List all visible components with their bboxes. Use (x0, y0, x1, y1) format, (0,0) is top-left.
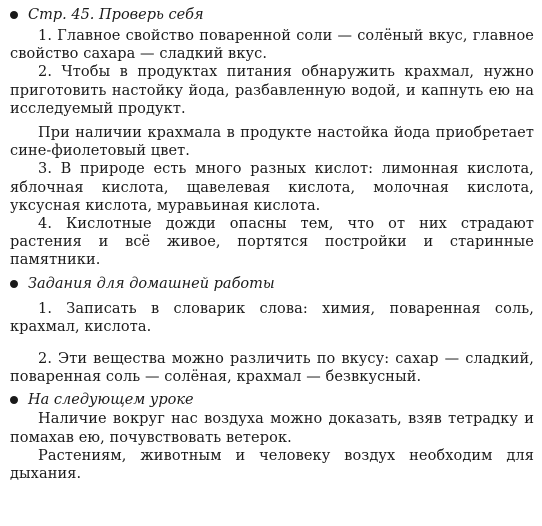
paragraph: 1. Записать в словарик слова: химия, поваренная соль, крахмал, кислота. (10, 300, 534, 335)
paragraph: 2. Чтобы в продуктах питания обнаружить крахмал, нужно приготовить настойку йода, разбавленную водой, и капнуть ею на исследуемый продукт. (10, 64, 534, 117)
section-heading-check-yourself (10, 5, 534, 25)
paragraph: Наличие вокруг нас воздуха можно доказать, взяв тетрадку и помахав ею, почувствовать ветерок. (10, 411, 534, 446)
document-page (10, 5, 534, 483)
bullet-icon (10, 11, 18, 19)
section-heading-text: На следующем уроке (28, 392, 194, 409)
section-heading-homework (10, 274, 534, 294)
bullet-icon (10, 396, 18, 404)
bullet-icon (10, 280, 18, 288)
paragraph: 4. Кислотные дожди опасны тем, что от них страдают растения и всё живое, портятся постройки и старинные памятники. (10, 216, 534, 269)
paragraph: При наличии крахмала в продукте настойка йода приобретает сине-фиолетовый цвет. (10, 125, 534, 160)
section-heading-text: Стр. 45. Проверь себя (28, 7, 204, 23)
paragraph: 3. В природе есть много разных кислот: лимонная кислота, яблочная кислота, щавелевая кислота, молочная кислота, уксусная кислота, муравьиная кислота. (10, 161, 534, 214)
section-heading-text: Задания для домашней работы (28, 275, 275, 292)
paragraph: 1. Главное свойство поваренной соли — солёный вкус, главное свойство сахара — сладкий вкус. (10, 28, 534, 63)
paragraph: Растениям, животным и человеку воздух необходим для дыхания. (10, 447, 534, 483)
paragraph: 2. Эти вещества можно различить по вкусу: сахар — сладкий, поваренная соль — солёная, крахмал — безвкусный. (10, 351, 534, 386)
section-heading-next-lesson (10, 390, 534, 410)
